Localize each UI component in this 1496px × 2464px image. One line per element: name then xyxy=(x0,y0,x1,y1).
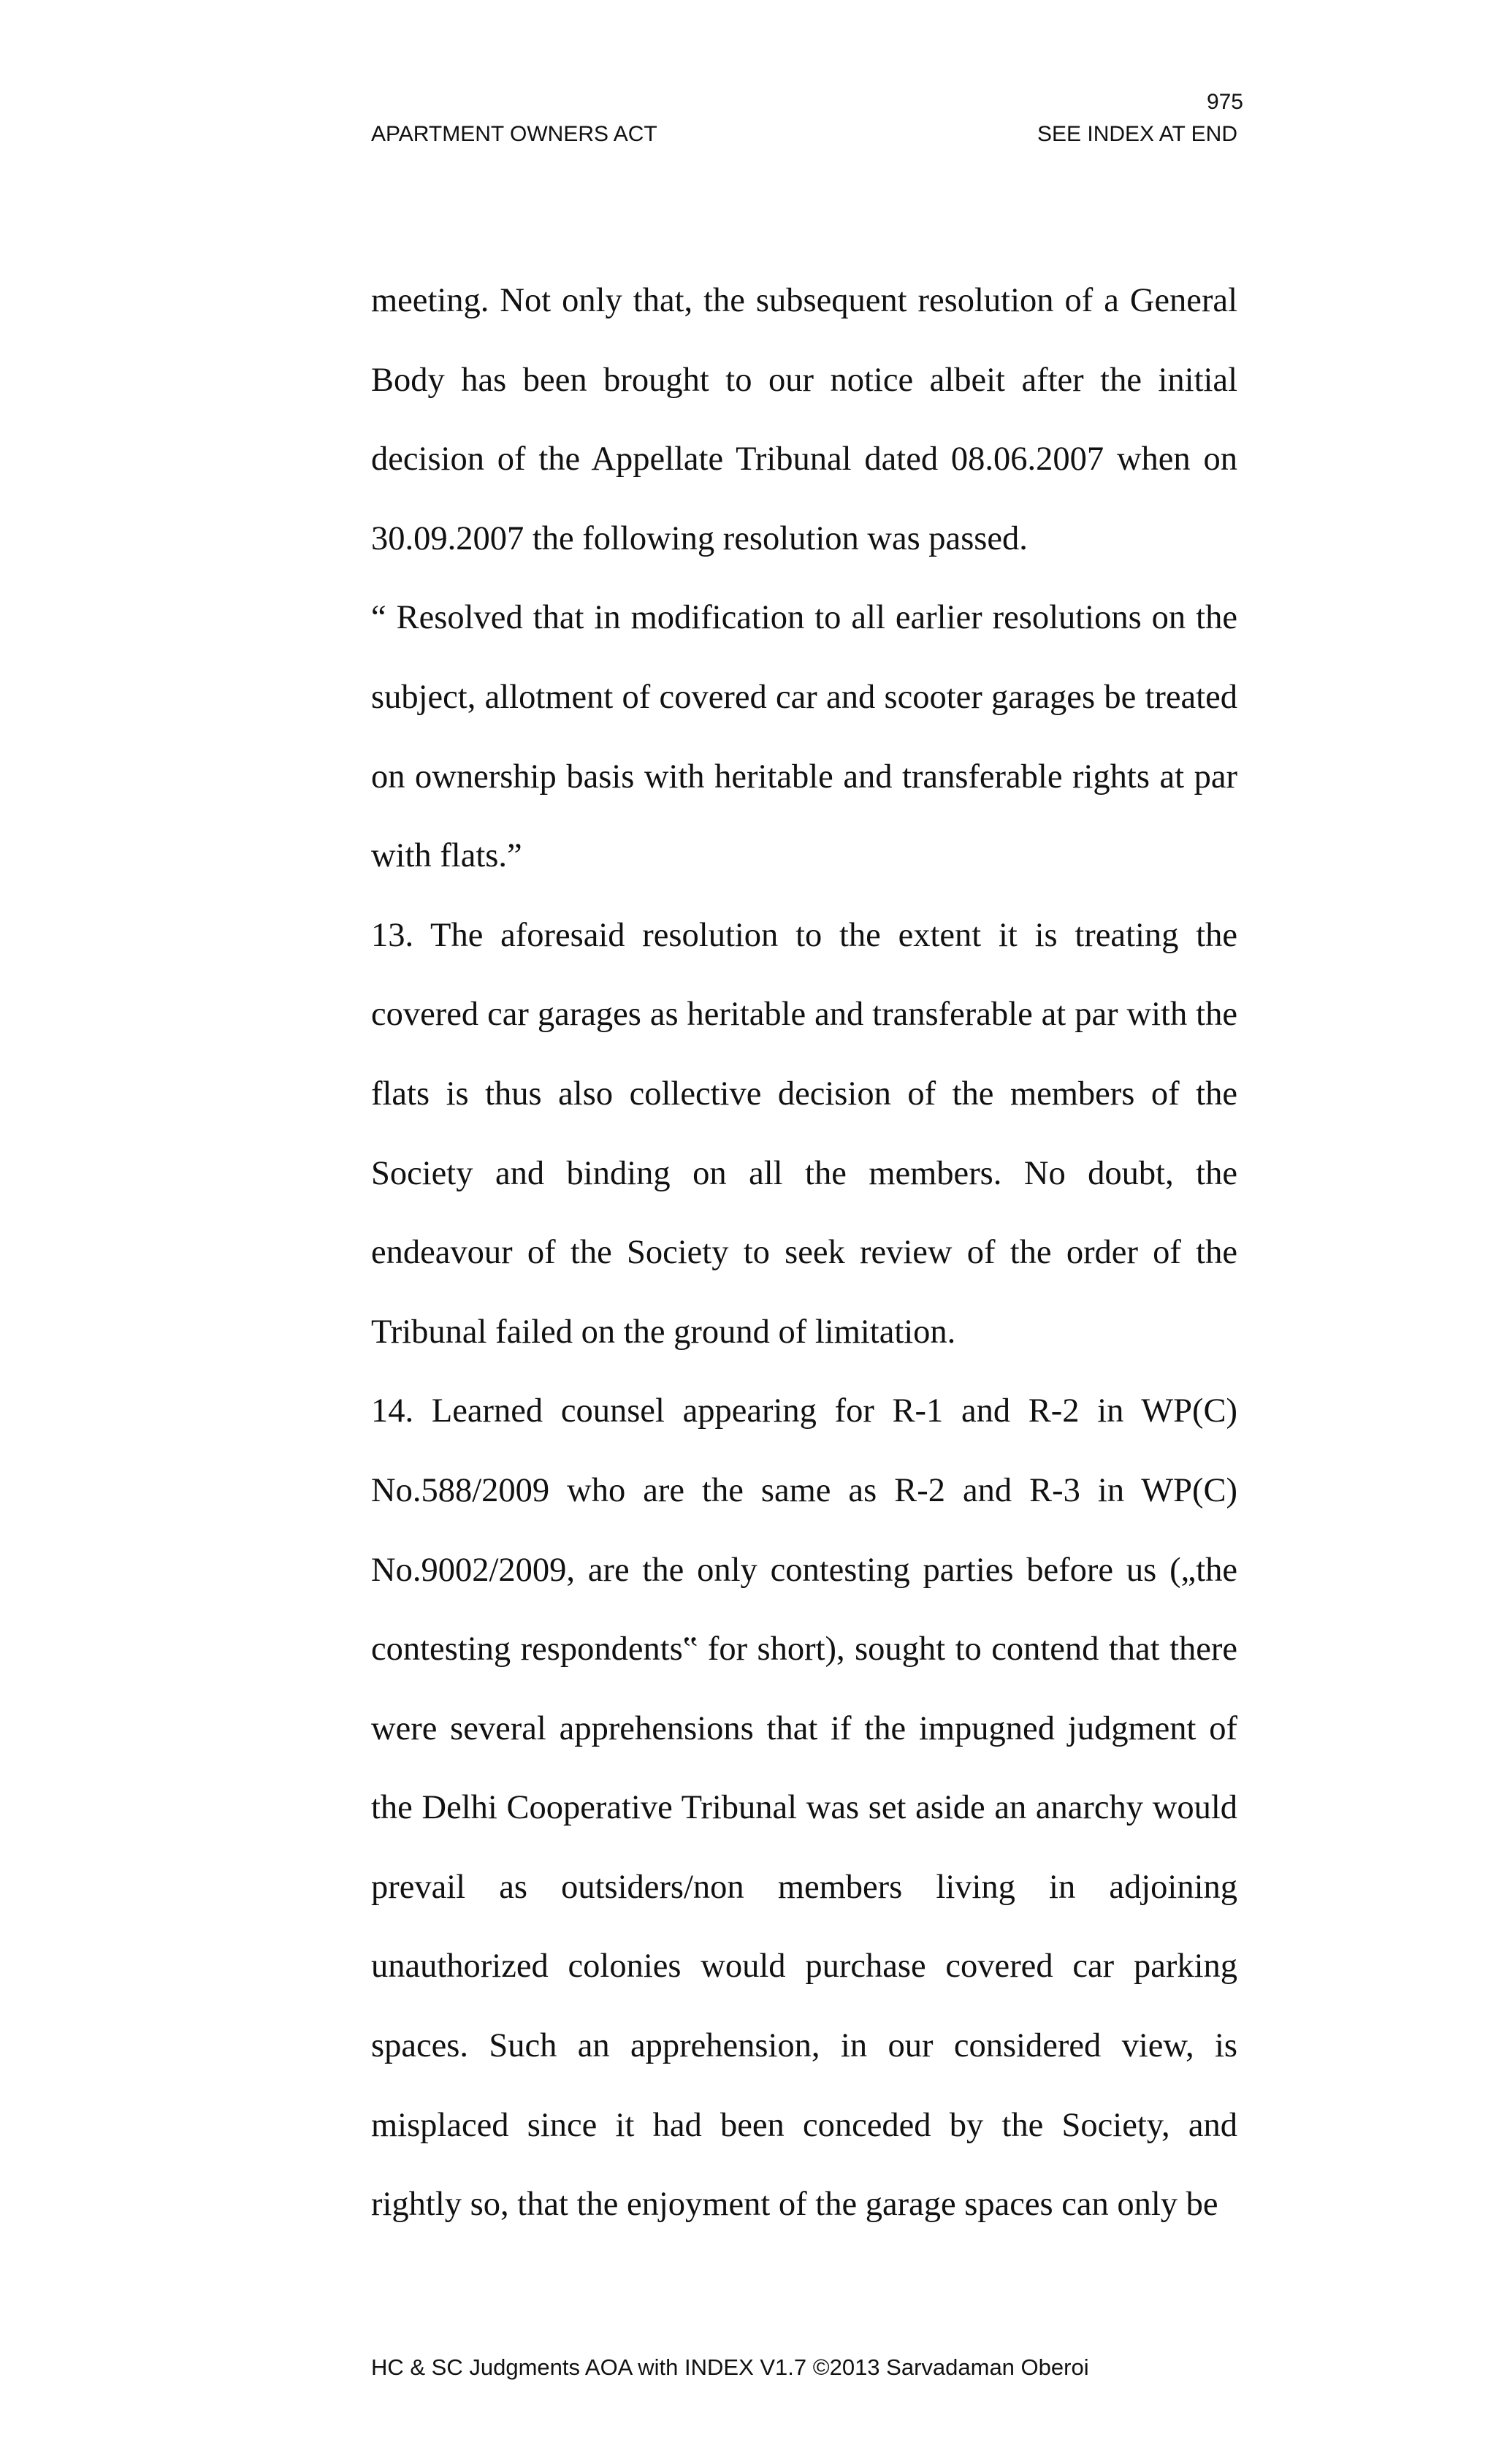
paragraph-14: 14. Learned counsel appearing for R-1 and R-2 in WP(C) No.588/2009 who are the same as R-2 and R-3 in WP(C) No.9002/2009, are the only contesting parties before us („the contesting respondents‟ for short), sought to contend that there were several apprehensions that if the impugned judgment of the Delhi Cooperative Tribunal was set aside an anarchy would prevail as outsiders/non members living in adjoining unauthorized colonies would purchase covered car parking spaces. Such an apprehension, in our considered view, is misplaced since it had been conceded by the Society, and rightly so, that the enjoyment of the garage spaces can only be xyxy=(371,1392,1237,2224)
header-title: APARTMENT OWNERS ACT xyxy=(371,122,657,146)
page-footer: HC & SC Judgments AOA with INDEX V1.7 ©2013 Sarvadaman Oberoi xyxy=(371,2354,1089,2380)
paragraph-resolution-quote: “ Resolved that in modification to all earlier resolutions on the subject, allotment of covered car and scooter garages be treated on ownership basis with heritable and transferable rights at par with flats.” xyxy=(371,599,1237,875)
header-index-note: SEE INDEX AT END xyxy=(1037,122,1237,146)
judgment-text xyxy=(371,262,1237,2245)
running-header xyxy=(371,121,1237,148)
paragraph-13: 13. The aforesaid resolution to the extent it is treating the covered car garages as heritable and transferable at par with the flats is thus also collective decision of the members of the Society and binding on all the members. No doubt, the endeavour of the Society to seek review of the order of the Tribunal failed on the ground of limitation. xyxy=(371,916,1237,1351)
paragraph-continuation: meeting. Not only that, the subsequent resolution of a General Body has been brought to our notice albeit after the initial decision of the Appellate Tribunal dated 08.06.2007 when on 30.09.2007 the following resolution was passed. xyxy=(371,282,1237,557)
page-number: 975 xyxy=(1206,90,1243,114)
